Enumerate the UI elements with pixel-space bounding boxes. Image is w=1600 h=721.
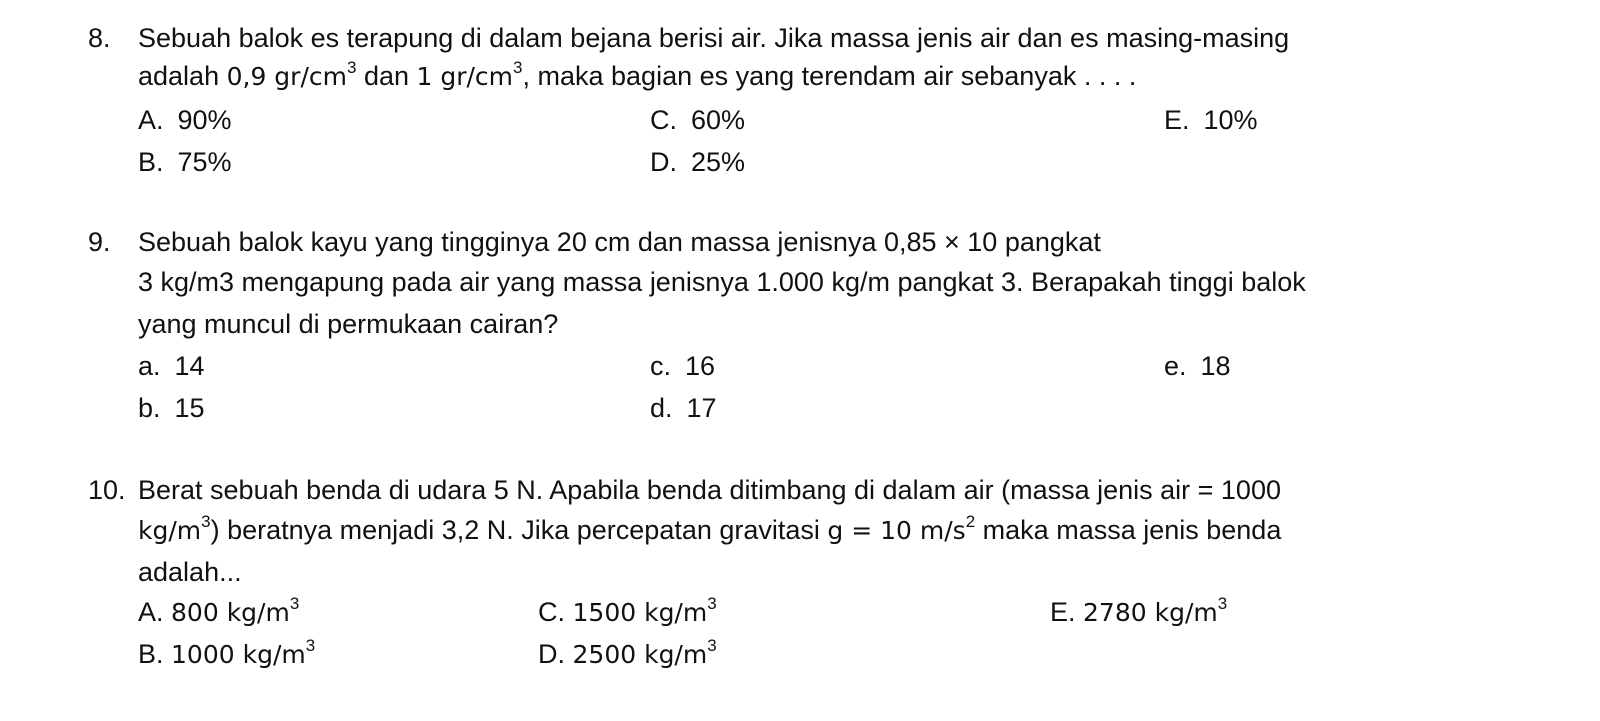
question-text-line: Sebuah balok kayu yang tingginya 20 cm dan massa jenisnya 0,85 × 10 pangkat xyxy=(138,227,1101,257)
option-d[interactable]: D. 2500 $kg/m^3$ xyxy=(538,636,717,669)
option-c[interactable]: C. 60% xyxy=(650,105,746,135)
density-air: 1 gr/cm xyxy=(416,62,514,91)
option-a[interactable]: A. 800 $kg/m^3$ xyxy=(138,594,300,627)
question-number: 9. xyxy=(88,227,111,257)
question-text-line: adalah 0,9 $gr/cm^3$ dan 1 $gr/cm^3$, maka bagian es yang terendam air sebanyak . . . . xyxy=(138,58,1137,91)
option-a[interactable]: a. 14 xyxy=(138,351,205,381)
question-text-line: 3 kg/m3 mengapung pada air yang massa jenisnya 1.000 kg/m pangkat 3. Berapakah tinggi balok xyxy=(138,267,1306,297)
question-text-line: $kg/m^3$) beratnya menjadi 3,2 N. Jika percepatan gravitasi g = 10 $m/s^2$ maka massa jenis benda xyxy=(138,512,1282,545)
question-text-line: Sebuah balok es terapung di dalam bejana berisi air. Jika massa jenis air dan es masing-masing xyxy=(138,23,1290,53)
question-number: 8. xyxy=(88,23,111,53)
option-b[interactable]: b. 15 xyxy=(138,393,205,423)
question-number: 10. xyxy=(88,475,126,505)
option-b[interactable]: B. 1000 $kg/m^3$ xyxy=(138,636,316,669)
option-e[interactable]: E. 2780 $kg/m^3$ xyxy=(1050,594,1228,627)
option-d[interactable]: d. 17 xyxy=(650,393,717,423)
option-a[interactable]: A. 90% xyxy=(138,105,232,135)
option-b[interactable]: B. 75% xyxy=(138,147,232,177)
option-d[interactable]: D. 25% xyxy=(650,147,746,177)
option-c[interactable]: C. 1500 $kg/m^3$ xyxy=(538,594,717,627)
density-es: 0,9 gr/cm xyxy=(226,62,347,91)
question-text-line: yang muncul di permukaan cairan? xyxy=(138,309,559,339)
question-text-line: adalah... xyxy=(138,557,242,587)
gravity-value: g = 10 m/s xyxy=(827,516,966,545)
question-text-line: Berat sebuah benda di udara 5 N. Apabila benda ditimbang di dalam air (massa jenis air = 1000 xyxy=(138,475,1281,505)
option-c[interactable]: c. 16 xyxy=(650,351,716,381)
option-e[interactable]: e. 18 xyxy=(1164,351,1231,381)
option-e[interactable]: E. 10% xyxy=(1164,105,1258,135)
